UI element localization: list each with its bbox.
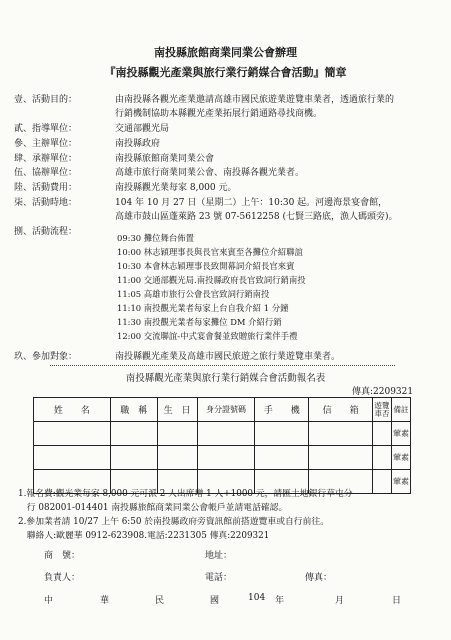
section-label: 陸、活動費用： (14, 183, 78, 193)
table-row (34, 446, 411, 470)
col-title: 職 稱 (110, 398, 157, 422)
cell-id[interactable] (197, 446, 255, 470)
form-title: 南投縣觀光產業與旅行業行銷媒合會活動報名表 (125, 373, 326, 384)
col-name: 姓 名 (34, 398, 111, 422)
date-char: 年 (275, 596, 285, 606)
flow-step: 11:00 交通部觀光局.南投縣政府長官致詞行銷南投 (117, 275, 306, 285)
section-label: 柒、活動時地： (14, 198, 78, 208)
flow-step: 10:30 本會林志穎理事長致開幕詞介紹長官來賓 (117, 261, 295, 271)
cell-meal: 葷素 (392, 446, 411, 470)
cell-email[interactable] (309, 422, 373, 446)
registration-table (33, 397, 411, 494)
phone-label: 電話： (205, 573, 233, 583)
cell-birth[interactable] (157, 446, 197, 470)
flow-step: 09:30 攤位舞台佈置 (117, 233, 195, 243)
note-line: 聯絡人:歐麗華 0912-623908.電話:2231305 傳真:2209321 (18, 531, 270, 541)
owner-label: 負責人： (44, 573, 81, 583)
section-label: 參、主辦單位： (14, 139, 78, 149)
section-text: 交通部觀光局 (115, 124, 170, 134)
date-char: 月 (335, 596, 345, 606)
section-text: 南投縣旅館商業同業公會 (115, 154, 215, 164)
cell-meal: 葷素 (392, 470, 411, 494)
flow-step: 12:00 交流聯誼-中式宴會餐並致贈旅行業伴手禮 (117, 331, 298, 341)
note-line: 1.報名費:觀光業每家 8,000 元可派 2 人出席增 1 人+1000 元，請匯土地銀行草屯分 (18, 489, 353, 499)
section-text: 高雄市鼓山區蓬萊路 23 號 07-5612258 (七賢三路底，漁人碼頭旁)。 (115, 212, 398, 222)
cell-bus[interactable] (373, 470, 392, 494)
col-phone: 手 機 (255, 398, 309, 422)
cell-phone[interactable] (255, 422, 309, 446)
date-char: 國 (210, 596, 220, 606)
section-label: 壹、活動目的： (14, 95, 78, 105)
table-header-row (34, 398, 411, 422)
col-email: 信 箱 (309, 398, 373, 422)
date-char: 日 (392, 596, 402, 606)
col-note: 備註 (392, 398, 411, 422)
col-birth: 生 日 (157, 398, 197, 422)
flow-step: 10:00 林志穎理事長與長官來賓至各攤位介紹聯誼 (117, 247, 303, 257)
section-label: 貳、指導單位： (14, 124, 78, 134)
cell-bus[interactable] (373, 422, 392, 446)
date-char: 民 (155, 596, 165, 606)
cell-meal: 葷素 (392, 422, 411, 446)
section-text: 行銷機制協助本縣觀光產業拓展行銷通路尋找商機。 (115, 109, 323, 119)
flow-step: 11:10 南投觀光業者每家上台自我介紹 1 分鐘 (117, 303, 289, 313)
form-fax: 傳真:2209321 (352, 387, 414, 397)
cell-name[interactable] (34, 446, 111, 470)
page-title: 『南投縣觀光產業與旅行業行銷媒合會活動』簡章 (104, 66, 347, 79)
company-label: 商 號： (44, 551, 81, 561)
section-label: 捌、活動流程： (14, 227, 78, 237)
org-line: 南投縣旅館商業同業公會辦理 (154, 46, 297, 59)
divider (50, 365, 395, 366)
section-text: 104 年 10 月 27 日（星期二）上午：10:30 起。河邊海景宴會館， (115, 198, 388, 208)
cell-id[interactable] (197, 422, 255, 446)
note-line: 2.參加業者請 10/27 上午 6:50 於南投縣政府旁資訊館前搭遊覽車或自行前往。 (18, 517, 329, 527)
note-line: 行 082001-014401 南投縣旅館商業同業公會帳戶並請電話確認。 (18, 503, 288, 513)
section-text: 南投縣政府 (115, 139, 161, 149)
section-label: 肆、承辦單位： (14, 154, 78, 164)
cell-title[interactable] (110, 446, 157, 470)
table-row (34, 422, 411, 446)
section-label: 伍、協辦單位： (14, 168, 78, 178)
cell-bus[interactable] (373, 446, 392, 470)
section-text: 南投縣觀光業每家 8,000 元。 (115, 183, 237, 193)
date-char: 中 (44, 596, 54, 606)
flow-step: 11:05 高雄市旅行公會長官致詞行銷南投 (117, 289, 270, 299)
cell-name[interactable] (34, 422, 111, 446)
fax-label: 傳真： (305, 573, 333, 583)
flow-step: 11:30 南投觀光業者每家攤位 DM 介紹行銷 (117, 317, 282, 327)
cell-email[interactable] (309, 446, 373, 470)
cell-phone[interactable] (255, 446, 309, 470)
section-label: 玖、參加對象： (14, 352, 78, 362)
col-id: 身分證號碼 (197, 398, 255, 422)
col-bus: 遊覽車否 (373, 398, 392, 422)
section-text: 高雄市旅行商業同業公會、南投縣各觀光業者。 (115, 168, 305, 178)
cell-title[interactable] (110, 422, 157, 446)
date-char: 華 (100, 596, 110, 606)
section-text: 由南投縣各觀光產業邀請高雄市國民旅遊業遊覽車業者，透過旅行業的 (115, 95, 395, 105)
date-year: 104 (248, 593, 266, 603)
cell-birth[interactable] (157, 422, 197, 446)
address-label: 地址： (205, 551, 233, 561)
section-text: 南投縣觀光產業及高雄市國民旅遊之旅行業遊覽車業者。 (115, 352, 341, 362)
